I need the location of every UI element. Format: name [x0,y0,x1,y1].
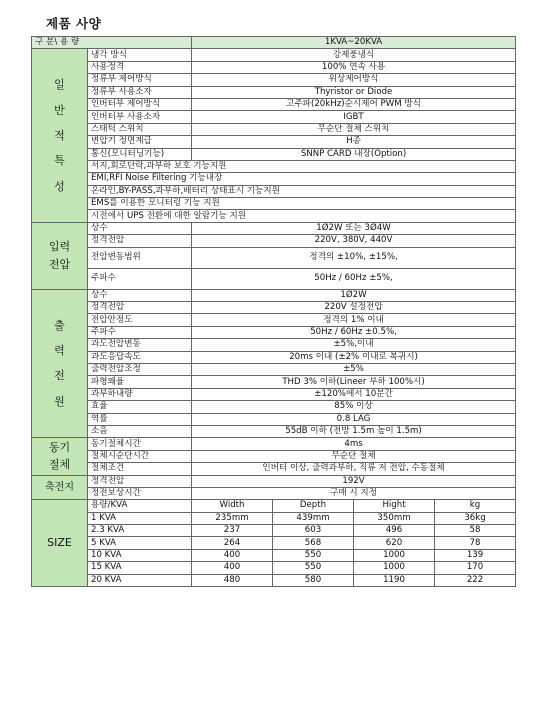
size-header-depth: Depth [273,500,354,512]
size-capacity: 10 KVA [88,549,192,561]
spec-row [32,450,516,462]
spec-note-row [32,210,516,222]
size-capacity: 20 KVA [88,574,192,586]
spec-row [32,388,516,400]
general-category-cell: 일 반 적 특 성 [32,49,88,222]
size-height: 496 [354,525,435,537]
sync-category-cell: 동기 절체 [32,438,88,475]
spec-row [32,49,516,61]
spec-row [32,339,516,351]
input-category-cell: 입력 전압 [32,222,88,289]
header-row [32,37,516,49]
size-depth: 550 [273,562,354,574]
spec-item-value: 4ms [192,438,516,450]
spec-item-label: 냉각 방식 [88,49,192,61]
spec-item-value: 무순단 절체 [192,450,516,462]
output-category-cell: 출 력 전 원 [32,289,88,438]
spec-item-value: ±120%에서 10분간 [192,388,516,400]
spec-row [32,222,516,234]
size-capacity: 1 KVA [88,512,192,524]
size-weight: 36kg [435,512,516,524]
spec-row [32,74,516,86]
spec-row [32,268,516,289]
spec-item-label: 통신(모니터닝기능) [88,148,192,160]
spec-row [32,438,516,450]
spec-row [32,401,516,413]
spec-item-value: 220V 설정전압 [192,302,516,314]
spec-item-value: 1Ø2W 또는 3Ø4W [192,222,516,234]
size-capacity: 15 KVA [88,562,192,574]
spec-row [32,148,516,160]
spec-table-body [32,37,516,587]
header-capacity: 1KVA~20KVA [192,37,516,49]
spec-item-label: 전압변동범위 [88,247,192,268]
size-depth: 550 [273,549,354,561]
spec-row [32,289,516,301]
spec-item-value: 0.8 LAG [192,413,516,425]
spec-row [32,487,516,499]
size-depth: 603 [273,525,354,537]
spec-item-label: 출력전압조정 [88,363,192,375]
spec-item-value: 무순단 절체 스위치 [192,123,516,135]
size-row [32,537,516,549]
spec-row [32,314,516,326]
spec-row [32,123,516,135]
spec-item-value: 위상제어방식 [192,74,516,86]
size-height: 1000 [354,562,435,574]
spec-note: EMS를 이용한 모니터링 기능 지원 [88,198,516,210]
spec-item-value: 50Hz / 60Hz ±0.5%, [192,326,516,338]
spec-item-label: 동기절체시간 [88,438,192,450]
size-capacity: 5 KVA [88,537,192,549]
spec-item-value: 220V, 380V, 440V [192,235,516,247]
size-weight: 170 [435,562,516,574]
spec-item-label: 정류부 사용소자 [88,86,192,98]
size-width: 237 [192,525,273,537]
spec-row [32,86,516,98]
spec-item-value: H종 [192,136,516,148]
size-row [32,512,516,524]
spec-row [32,475,516,487]
spec-row [32,463,516,475]
size-weight: 78 [435,537,516,549]
header-category: 구 분\ 용 량 [32,37,192,49]
spec-row [32,376,516,388]
size-header-height: Hight [354,500,435,512]
spec-item-value: THD 3% 이하(Lineer 부하 100%시) [192,376,516,388]
spec-row [32,247,516,268]
spec-item-label: 주파수 [88,326,192,338]
size-width: 480 [192,574,273,586]
size-depth: 580 [273,574,354,586]
spec-item-value: 20ms 이내 (±2% 이내로 복귀시) [192,351,516,363]
size-depth: 568 [273,537,354,549]
spec-note-row [32,198,516,210]
size-row [32,525,516,537]
spec-row [32,136,516,148]
spec-item-value: 정격의 1% 이내 [192,314,516,326]
spec-item-value: ±5% [192,363,516,375]
spec-item-value: 100% 연속 사용 [192,61,516,73]
spec-item-value: 강제풍냉식 [192,49,516,61]
size-width: 400 [192,549,273,561]
spec-note-row [32,160,516,172]
spec-note-row [32,185,516,197]
spec-item-label: 사용정격 [88,61,192,73]
spec-row [32,111,516,123]
size-weight: 58 [435,525,516,537]
spec-row [32,363,516,375]
spec-item-value: ±5%,이내 [192,339,516,351]
spec-row [32,98,516,110]
spec-note: 시전에서 UPS 전환에 대한 알람기능 지원 [88,210,516,222]
spec-item-label: 과부하내량 [88,388,192,400]
spec-item-label: 스태틱 스위치 [88,123,192,135]
spec-note: EMI,RFI Noise Filtering 기능내장 [88,173,516,185]
spec-item-label: 상수 [88,222,192,234]
spec-item-label: 과도응답속도 [88,351,192,363]
spec-item-value: 구매 시 지정 [192,487,516,499]
spec-note-row [32,173,516,185]
spec-note: 온라인,BY-PASS,과부하,배터리 상태표시 기능지원 [88,185,516,197]
spec-item-value: 55dB 이하 (전방 1.5m 높이 1.5m) [192,425,516,437]
spec-item-label: 정격전압 [88,302,192,314]
size-width: 235mm [192,512,273,524]
spec-item-label: 정류부 제어방식 [88,74,192,86]
size-weight: 222 [435,574,516,586]
spec-row [32,326,516,338]
spec-item-label: 정전보상시간 [88,487,192,499]
spec-item-value: 50Hz / 60Hz ±5%, [192,268,516,289]
spec-item-label: 정격전압 [88,475,192,487]
spec-item-label: 변압기 정면계급 [88,136,192,148]
size-capacity: 2.3 KVA [88,525,192,537]
size-height: 620 [354,537,435,549]
spec-item-label: 전압안정도 [88,314,192,326]
spec-item-label: 상수 [88,289,192,301]
spec-item-label: 효율 [88,401,192,413]
spec-row [32,413,516,425]
spec-item-label: 역률 [88,413,192,425]
spec-item-value: Thyristor or Diode [192,86,516,98]
spec-item-label: 절체시순단시간 [88,450,192,462]
spec-item-value: 고주파(20kHz)순시제어 PWM 방식 [192,98,516,110]
size-header-item: 용량/KVA [88,500,192,512]
size-header-weight: kg [435,500,516,512]
size-width: 400 [192,562,273,574]
size-width: 264 [192,537,273,549]
spec-row [32,302,516,314]
size-weight: 139 [435,549,516,561]
spec-row [32,61,516,73]
spec-item-label: 인버터부 제어방식 [88,98,192,110]
size-header-width: Width [192,500,273,512]
size-height: 350mm [354,512,435,524]
spec-item-value: 192V [192,475,516,487]
size-row [32,562,516,574]
spec-row [32,351,516,363]
spec-note: 서지,회로단락,과부하 보호 기능지원 [88,160,516,172]
size-header-row [32,500,516,512]
spec-item-label: 파형왜율 [88,376,192,388]
spec-item-label: 인버터부 사용소자 [88,111,192,123]
size-row [32,574,516,586]
battery-category-cell: 축전지 [32,475,88,500]
size-depth: 439mm [273,512,354,524]
spec-item-value: IGBT [192,111,516,123]
size-category-cell: SIZE [32,500,88,587]
size-row [32,549,516,561]
spec-item-label: 과도전압변동 [88,339,192,351]
spec-table [31,36,516,587]
spec-row [32,425,516,437]
spec-item-label: 절체조건 [88,463,192,475]
spec-item-label: 소음 [88,425,192,437]
spec-item-value: 85% 이상 [192,401,516,413]
spec-item-label: 주파수 [88,268,192,289]
size-height: 1000 [354,549,435,561]
spec-row [32,235,516,247]
spec-item-value: 인버터 이상, 출력과부하, 직류 저 전압, 수동절체 [192,463,516,475]
spec-item-value: SNNP CARD 내장(Option) [192,148,516,160]
size-height: 1190 [354,574,435,586]
page-title: 제품 사양 [46,16,102,31]
spec-item-label: 정격전압 [88,235,192,247]
spec-item-value: 1Ø2W [192,289,516,301]
spec-item-value: 정격의 ±10%, ±15%, [192,247,516,268]
